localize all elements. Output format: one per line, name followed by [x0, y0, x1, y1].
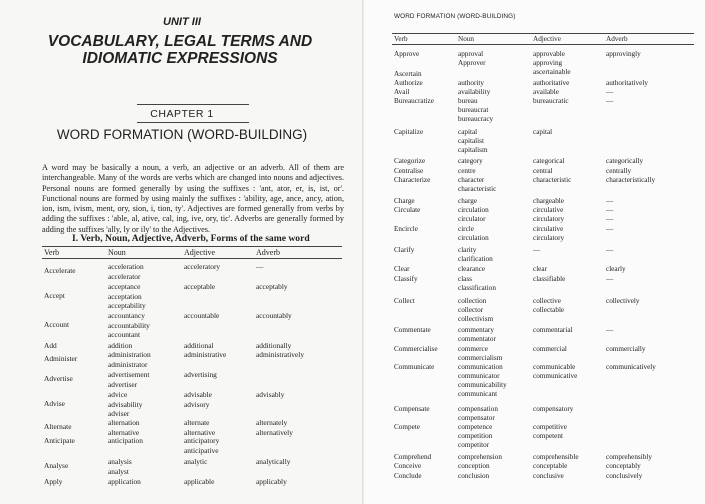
- noun-cell: accountancy accountability accountant: [108, 311, 150, 340]
- column-header: Noun: [108, 248, 126, 257]
- running-head: WORD FORMATION (WORD-BUILDING): [394, 13, 516, 20]
- table-rule-top: [42, 246, 342, 247]
- noun-cell: clarity clarification: [458, 246, 493, 263]
- noun-cell: class classification: [458, 275, 496, 292]
- column-header: Verb: [44, 248, 60, 257]
- right-table-rule-top: [392, 33, 694, 34]
- adjective-cell: acceptable: [184, 282, 216, 291]
- verb-cell: Commentate: [394, 326, 431, 334]
- verb-cell: Anticipate: [44, 436, 75, 445]
- adjective-cell: analytic: [184, 457, 208, 466]
- table-rule-header: [42, 258, 342, 259]
- noun-cell: advertisement advertiser: [108, 370, 150, 389]
- noun-cell: compensation compensator: [458, 405, 498, 422]
- noun-cell: conception: [458, 462, 490, 470]
- chapter-label: CHAPTER 1: [150, 108, 214, 120]
- verb-cell: Compete: [394, 423, 420, 431]
- adverb-cell: categorically: [606, 157, 644, 165]
- noun-cell: communication communicator communicability communicant: [458, 363, 507, 398]
- verb-cell: Collect: [394, 297, 415, 305]
- noun-cell: commentary commentator: [458, 326, 496, 343]
- noun-cell: acceleration accelerator: [108, 262, 144, 281]
- unit-label: UNIT III: [163, 16, 201, 28]
- adjective-cell: commercial: [533, 345, 567, 353]
- adverb-cell: commercially: [606, 345, 646, 353]
- adjective-cell: compensatory: [533, 405, 574, 413]
- adjective-cell: central: [533, 167, 553, 175]
- verb-cell: Add: [44, 341, 57, 350]
- verb-cell: Encircle: [394, 225, 418, 233]
- column-header: Noun: [458, 35, 474, 43]
- adjective-cell: communicable communicative: [533, 363, 578, 380]
- adjective-cell: conclusive: [533, 472, 564, 480]
- noun-cell: administration administrator: [108, 350, 151, 369]
- adverb-cell: authoritatively: [606, 79, 648, 87]
- verb-cell: Apply: [44, 477, 63, 486]
- verb-cell: Authorize: [394, 79, 423, 87]
- verb-cell: Compensate: [394, 405, 430, 413]
- adverb-cell: —: [606, 88, 614, 96]
- noun-cell: advice advisability adviser: [108, 390, 143, 419]
- verb-cell: Clarify: [394, 246, 415, 254]
- verb-cell: Ascertain: [394, 70, 422, 78]
- verb-cell: Centralise: [394, 167, 424, 175]
- column-header: Adjective: [533, 35, 561, 43]
- adverb-cell: analytically: [256, 457, 291, 466]
- adjective-cell: additional: [184, 341, 214, 350]
- adverb-cell: — —: [606, 206, 614, 223]
- adverb-cell: centrally: [606, 167, 632, 175]
- noun-cell: clearance: [458, 265, 486, 273]
- adverb-cell: advisably: [256, 390, 285, 399]
- adverb-cell: comprehensibly: [606, 453, 652, 461]
- adverb-cell: collectively: [606, 297, 640, 305]
- adverb-cell: accountably: [256, 311, 292, 320]
- adjective-cell: accountable: [184, 311, 220, 320]
- chapter-title: WORD FORMATION (WORD-BUILDING): [56, 127, 308, 142]
- adverb-cell: —: [606, 225, 614, 233]
- verb-cell: Administer: [44, 354, 78, 363]
- verb-cell: Analyse: [44, 461, 69, 470]
- column-header: Adverb: [606, 35, 628, 43]
- verb-cell: Comprehend: [394, 453, 432, 461]
- right-page: [364, 0, 705, 504]
- adjective-cell: bureaucratic: [533, 97, 569, 105]
- adjective-cell: applicable: [184, 477, 215, 486]
- noun-cell: commerce commercialism: [458, 345, 503, 362]
- noun-cell: authority: [458, 79, 484, 87]
- noun-cell: anticipation: [108, 436, 143, 445]
- noun-cell: acceptance acceptation acceptability: [108, 282, 146, 311]
- adjective-cell: —: [533, 246, 541, 254]
- title-line-1: VOCABULARY, LEGAL TERMS AND: [47, 33, 313, 50]
- noun-cell: availability: [458, 88, 491, 96]
- adverb-cell: communicatively: [606, 363, 656, 371]
- noun-cell: comprehension: [458, 453, 502, 461]
- verb-cell: Bureaucratize: [394, 97, 434, 105]
- adjective-cell: competitive competent: [533, 423, 567, 440]
- adverb-cell: —: [606, 326, 614, 334]
- verb-cell: Accelerate: [44, 266, 76, 275]
- verb-cell: Approve: [394, 50, 420, 58]
- adjective-cell: clear: [533, 265, 547, 273]
- adverb-cell: —: [606, 197, 614, 205]
- adjective-cell: acceleratory: [184, 262, 221, 271]
- noun-cell: conclusion: [458, 472, 490, 480]
- adverb-cell: clearly: [606, 265, 626, 273]
- adjective-cell: characteristic: [533, 176, 572, 184]
- verb-cell: Advise: [44, 399, 65, 408]
- noun-cell: circulation circulator: [458, 206, 489, 223]
- verb-cell: Circulate: [394, 206, 421, 214]
- adverb-cell: approvingly: [606, 50, 641, 58]
- noun-cell: application: [108, 477, 141, 486]
- adverb-cell: —: [606, 97, 614, 105]
- verb-cell: Classify: [394, 275, 418, 283]
- adverb-cell: conceptably: [606, 462, 641, 470]
- adverb-cell: additionally: [256, 341, 292, 350]
- adjective-cell: capital: [533, 128, 553, 136]
- adjective-cell: circulative circulatory: [533, 206, 565, 223]
- chapter-rule-top: [137, 104, 249, 105]
- adverb-cell: applicably: [256, 477, 287, 486]
- adjective-cell: chargeable: [533, 197, 564, 205]
- title-line-2: IDIOMATIC EXPRESSIONS: [82, 50, 278, 67]
- adjective-cell: categorical: [533, 157, 565, 165]
- verb-cell: Communicate: [394, 363, 435, 371]
- adjective-cell: alternate alternative: [184, 418, 216, 437]
- noun-cell: category: [458, 157, 483, 165]
- noun-cell: character characteristic: [458, 176, 497, 193]
- noun-cell: centre: [458, 167, 476, 175]
- adjective-cell: advisable advisory: [184, 390, 212, 409]
- adjective-cell: anticipatory anticipative: [184, 436, 220, 455]
- adverb-cell: alternately alternatively: [256, 418, 293, 437]
- adverb-cell: —: [606, 275, 614, 283]
- verb-cell: Accept: [44, 291, 65, 300]
- verb-cell: Account: [44, 320, 70, 329]
- verb-cell: Clear: [394, 265, 410, 273]
- noun-cell: analysis analyst: [108, 457, 132, 476]
- verb-cell: Conclude: [394, 472, 422, 480]
- adjective-cell: circulative circulatory: [533, 225, 565, 242]
- column-header: Adverb: [256, 248, 280, 257]
- adjective-cell: authoritative: [533, 79, 570, 87]
- adverb-cell: acceptably: [256, 282, 288, 291]
- adjective-cell: approvable approving ascertainable: [533, 50, 571, 76]
- adjective-cell: available: [533, 88, 559, 96]
- verb-cell: Capitalize: [394, 128, 424, 136]
- noun-cell: alternation alternative: [108, 418, 140, 437]
- noun-cell: circle circulation: [458, 225, 489, 242]
- noun-cell: addition: [108, 341, 133, 350]
- verb-cell: Advertise: [44, 374, 73, 383]
- adverb-cell: —: [606, 246, 614, 254]
- adjective-cell: advertising: [184, 370, 217, 379]
- verb-cell: Alternate: [44, 422, 72, 431]
- verb-cell: Characterize: [394, 176, 431, 184]
- verb-cell: Charge: [394, 197, 415, 205]
- chapter-rule-bottom: [137, 122, 249, 123]
- section-title: I. Verb, Noun, Adjective, Adverb, Forms of the same word: [72, 233, 310, 244]
- verb-cell: Avail: [394, 88, 410, 96]
- verb-cell: Categorize: [394, 157, 426, 165]
- adjective-cell: administrative: [184, 350, 227, 359]
- adjective-cell: classifiable: [533, 275, 566, 283]
- adverb-cell: —: [256, 262, 264, 271]
- right-table-rule-header: [392, 44, 694, 45]
- adjective-cell: comprehensible: [533, 453, 579, 461]
- noun-cell: bureau bureaucrat bureaucracy: [458, 97, 494, 123]
- noun-cell: charge: [458, 197, 478, 205]
- noun-cell: collection collector collectivism: [458, 297, 494, 323]
- adverb-cell: administratively: [256, 350, 305, 359]
- noun-cell: approval Approver: [458, 50, 486, 67]
- adjective-cell: collective collectable: [533, 297, 565, 314]
- adjective-cell: conceptable: [533, 462, 568, 470]
- intro-paragraph: A word may be basically a noun, a verb, an adjective or an adverb. All of them are interchangeable. Many of the words are verbs which are changed into nouns and adjectives. Personal nouns are formed generally by using the suffixes : 'ant, ator, er, is, ist, or'. Functional nouns are formed by using mainly the suffixes : 'ability, age, ance, ancy, ation, ion, ism, ivism, ment, ory, sion, i, tion, ty'. Adjectives are formed generally from verbs by adding the suffixes : 'able, al, ative, cal, ing, ive, ory, tic'. Adverbs are generally formed by adding the suffixes 'ally, ly or ily' to the Adjectives.: [42, 163, 344, 234]
- column-header: Verb: [394, 35, 408, 43]
- column-header: Adjective: [184, 248, 216, 257]
- noun-cell: competence competition competitor: [458, 423, 493, 449]
- adverb-cell: characteristically: [606, 176, 656, 184]
- verb-cell: Commercialise: [394, 345, 438, 353]
- adjective-cell: commentarial: [533, 326, 573, 334]
- adverb-cell: conclusively: [606, 472, 643, 480]
- noun-cell: capital capitalist capitalism: [458, 128, 488, 154]
- verb-cell: Conceive: [394, 462, 422, 470]
